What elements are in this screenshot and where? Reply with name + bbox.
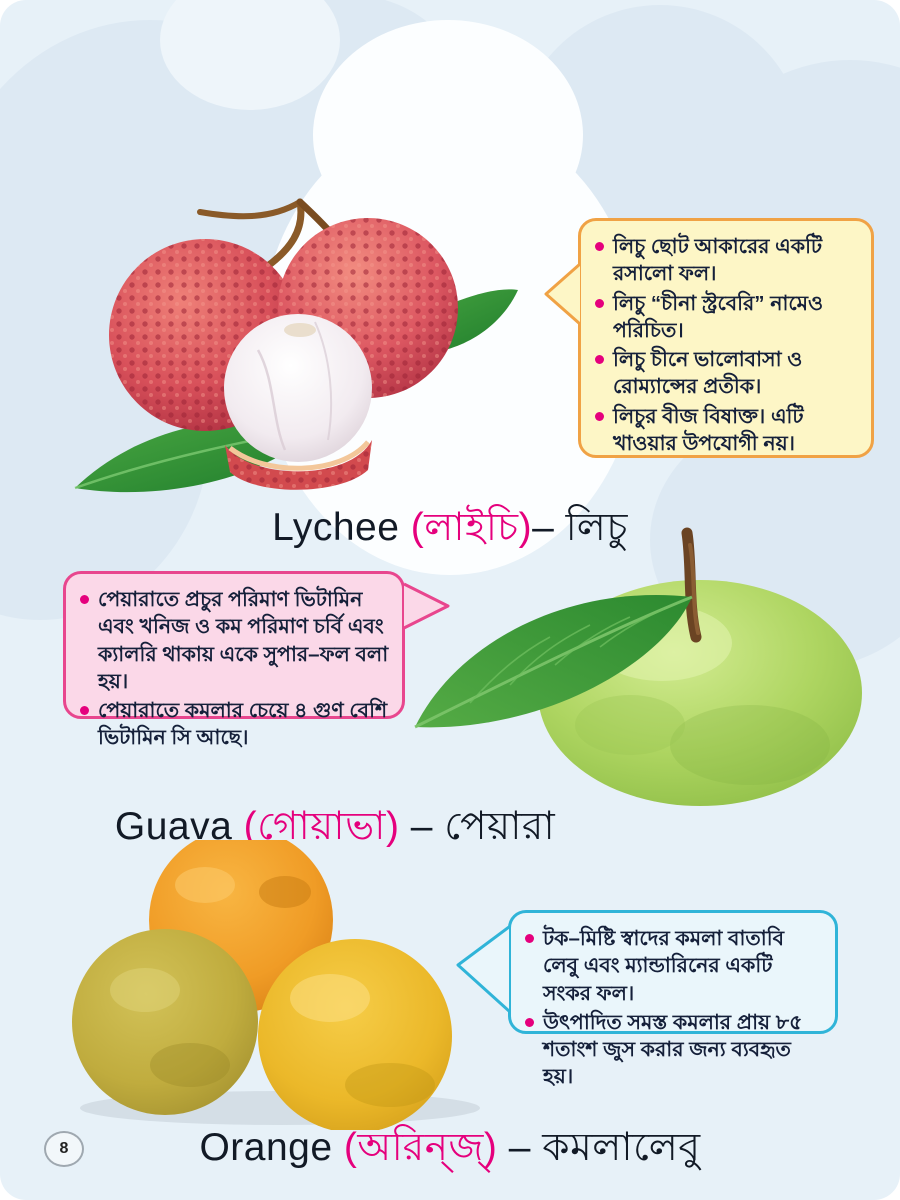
fact-item [595,233,859,288]
orange-title-en: Orange [199,1126,333,1169]
guava-facts-list [80,586,390,752]
bullet-dot-icon [525,934,534,943]
fact-text: লিচু চীনে ভালোবাসা ও রোম্যান্সের প্রতীক। [613,348,803,399]
orange-bubble-tail [456,925,511,1013]
fact-item [595,346,859,401]
guava-photo [400,525,870,810]
bullet-dot-icon [595,412,604,421]
fact-text: লিচু “চীনা স্ট্রবেরি” নামেও পরিচিত। [613,291,824,342]
lychee-facts-bubble [578,218,874,458]
orange-title [0,1117,900,1182]
fact-item [80,697,390,752]
lychee-facts-list [595,233,859,457]
lychee-title-en: Lychee [272,506,400,549]
guava-facts-bubble [63,571,405,750]
guava-title-phonetic: (গোয়াভা) [243,805,400,848]
orange-facts-bubble [508,910,838,1089]
lychee-title-bn: – লিচু [532,506,628,549]
bullet-dot-icon [525,1018,534,1027]
page-number-badge [44,1131,84,1167]
bullet-dot-icon [595,355,604,364]
fact-text: লিচুর বীজ বিষাক্ত। এটি খাওয়ার উপযোগী নয়। [613,404,804,455]
orange-title-bn: – কমলালেবু [497,1126,701,1169]
fact-text: টক–মিষ্টি স্বাদের কমলা বাতাবি লেবু এবং ম্যান্ডারিনের একটি সংকর ফল। [543,927,785,1005]
fact-text: উৎপাদিত সমস্ত কমলার প্রায় ৮৫ শতাংশ জুস করার জন্য ব্যবহৃত হয়। [543,1010,803,1089]
fact-text: পেয়ারাতে প্রচুর পরিমাণ ভিটামিন এবং খনিজ ও কম পরিমাণ চর্বি এবং ক্যালরি থাকায় একে সুপার–ফল বলা হয়। [98,588,389,693]
fact-item [595,290,859,345]
lychee-photo [50,190,520,500]
bullet-dot-icon [80,706,89,715]
bullet-dot-icon [595,242,604,251]
fact-item [525,925,823,1007]
bullet-dot-icon [595,299,604,308]
lychee-bubble-tail [544,262,581,326]
fact-text: লিচু ছোট আকারের একটি রসালো ফল। [613,235,823,286]
fact-item [525,1009,823,1091]
lychee-title-phonetic: (লাইচি) [410,506,533,549]
fact-item [80,586,390,695]
fact-item [595,403,859,458]
guava-title-en: Guava [114,805,233,848]
orange-photo [55,840,525,1130]
orange-facts-list [525,925,823,1091]
guava-title-bn: – পেয়ারা [399,805,556,848]
fact-text: পেয়ারাতে কমলার চেয়ে ৪ গুণ বেশি ভিটামিন সি আছে। [98,699,388,750]
orange-title-phonetic: (অরিন্‌জ্‌) [343,1126,498,1169]
page-number: 8 [59,1140,69,1157]
bullet-dot-icon [80,595,89,604]
